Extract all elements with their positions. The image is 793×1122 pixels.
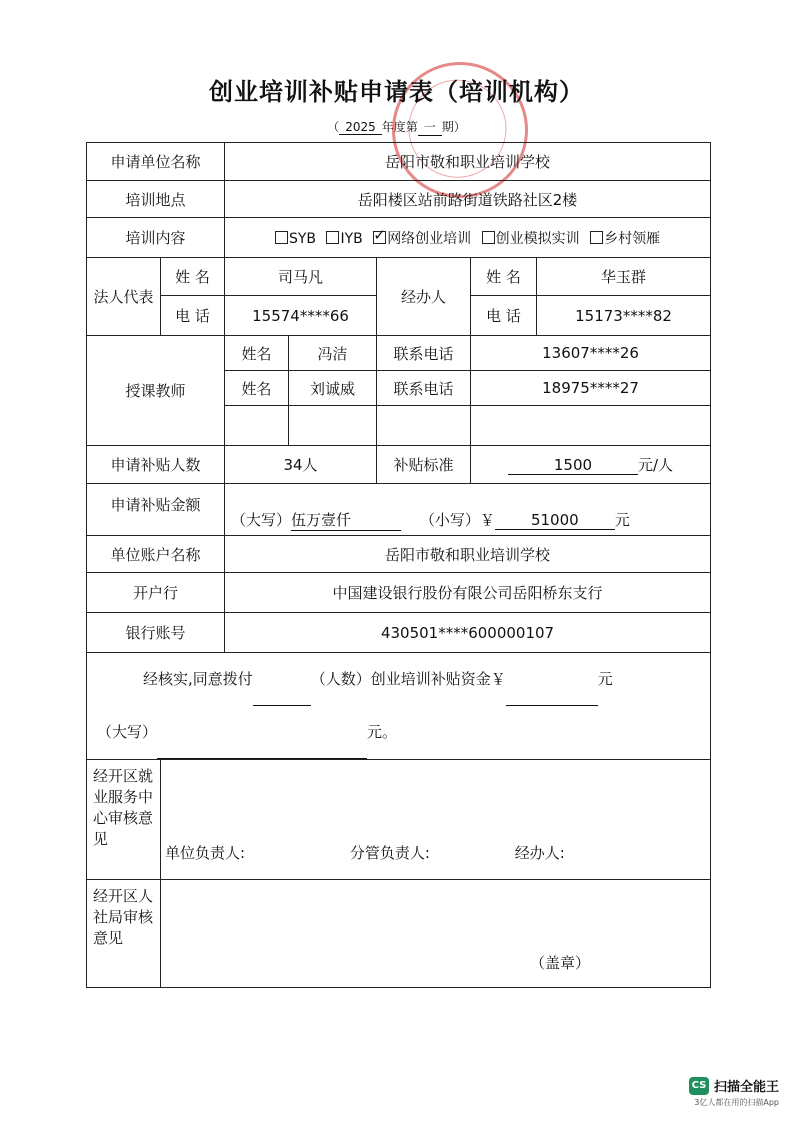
amount-label: 申请补贴金额 <box>87 484 225 536</box>
location-label: 培训地点 <box>87 181 225 218</box>
teacher2-phone-label: 联系电话 <box>377 371 471 406</box>
bank-value: 中国建设银行股份有限公司岳阳桥东支行 <box>225 573 711 613</box>
teacher1-name-label: 姓名 <box>225 336 289 371</box>
location-value: 岳阳楼区站前路街道铁路社区2楼 <box>225 181 711 218</box>
center-label: 经开区就业服务中心审核意见 <box>87 760 161 880</box>
teacher1-phone-label: 联系电话 <box>377 336 471 371</box>
option-simulation: 创业模拟实训 <box>482 231 580 247</box>
handler-phone: 15173****82 <box>537 296 711 336</box>
account-no-value: 430501****600000107 <box>225 613 711 653</box>
applicant-value: 岳阳市敬和职业培训学校 <box>225 143 711 181</box>
empty-cell <box>471 406 711 446</box>
option-syb: SYB <box>275 231 316 247</box>
teacher2-name-label: 姓名 <box>225 371 289 406</box>
standard-cell <box>471 446 711 484</box>
approval-section: 经核实,同意拨付 （人数）创业培训补贴资金￥ 元 （大写） 元。 <box>87 653 711 760</box>
page-title: 创业培训补贴申请表（培训机构） <box>209 78 584 106</box>
legal-rep-label: 法人代表 <box>87 258 161 336</box>
empty-cell <box>225 406 289 446</box>
amount-upper-label: （大写） <box>231 511 292 529</box>
bureau-sign-area: （盖章） <box>161 880 711 988</box>
count-value: 34人 <box>225 446 377 484</box>
legal-rep-name: 司马凡 <box>225 258 377 296</box>
handler-name: 华玉群 <box>537 258 711 296</box>
teacher-label: 授课教师 <box>87 336 225 446</box>
teacher1-phone: 13607****26 <box>471 336 711 371</box>
amount-lower: 51000 <box>495 511 615 530</box>
amount-lower-label: （小写）￥ <box>419 511 495 529</box>
scanner-watermark: CS 扫描全能王 3亿人都在用的扫描App <box>689 1073 779 1109</box>
bank-label: 开户行 <box>87 573 225 613</box>
count-label: 申请补贴人数 <box>87 446 225 484</box>
standard-value: 1500 <box>508 456 638 475</box>
empty-cell <box>289 406 377 446</box>
cs-logo-icon: CS <box>689 1077 709 1095</box>
content-label: 培训内容 <box>87 218 225 258</box>
amount-cell <box>225 484 711 536</box>
amount-unit: 元 <box>614 511 630 529</box>
teacher1-name: 冯洁 <box>289 336 377 371</box>
handler-label: 经办人 <box>377 258 471 336</box>
legal-rep-phone: 15574****66 <box>225 296 377 336</box>
teacher2-phone: 18975****27 <box>471 371 711 406</box>
center-sign-area: 单位负责人: 分管负责人: 经办人: <box>161 760 711 880</box>
option-rural: 乡村领雁 <box>590 231 660 247</box>
checkbox-simulation <box>482 231 495 244</box>
period-line: （ 2025 年度第 一 期） <box>327 120 466 134</box>
handler-name-label: 姓 名 <box>471 258 537 296</box>
applicant-label: 申请单位名称 <box>87 143 225 181</box>
legal-name-label: 姓 名 <box>161 258 225 296</box>
account-no-label: 银行账号 <box>87 613 225 653</box>
standard-label: 补贴标准 <box>377 446 471 484</box>
legal-phone-label: 电 话 <box>161 296 225 336</box>
account-name-value: 岳阳市敬和职业培训学校 <box>225 536 711 573</box>
content-options <box>225 218 711 258</box>
amount-upper: 伍万壹仟 <box>291 509 401 531</box>
checkbox-iyb <box>326 231 339 244</box>
bureau-label: 经开区人社局审核意见 <box>87 880 161 988</box>
application-form-table <box>86 142 711 988</box>
option-iyb: IYB <box>326 231 362 247</box>
empty-cell <box>377 406 471 446</box>
standard-unit: 元/人 <box>637 456 674 474</box>
checkbox-online-checked <box>373 231 386 244</box>
checkbox-rural <box>590 231 603 244</box>
checkbox-syb <box>275 231 288 244</box>
teacher2-name: 刘诚威 <box>289 371 377 406</box>
option-online: ✓ 网络创业培训 <box>373 231 471 247</box>
account-name-label: 单位账户名称 <box>87 536 225 573</box>
handler-phone-label: 电 话 <box>471 296 537 336</box>
